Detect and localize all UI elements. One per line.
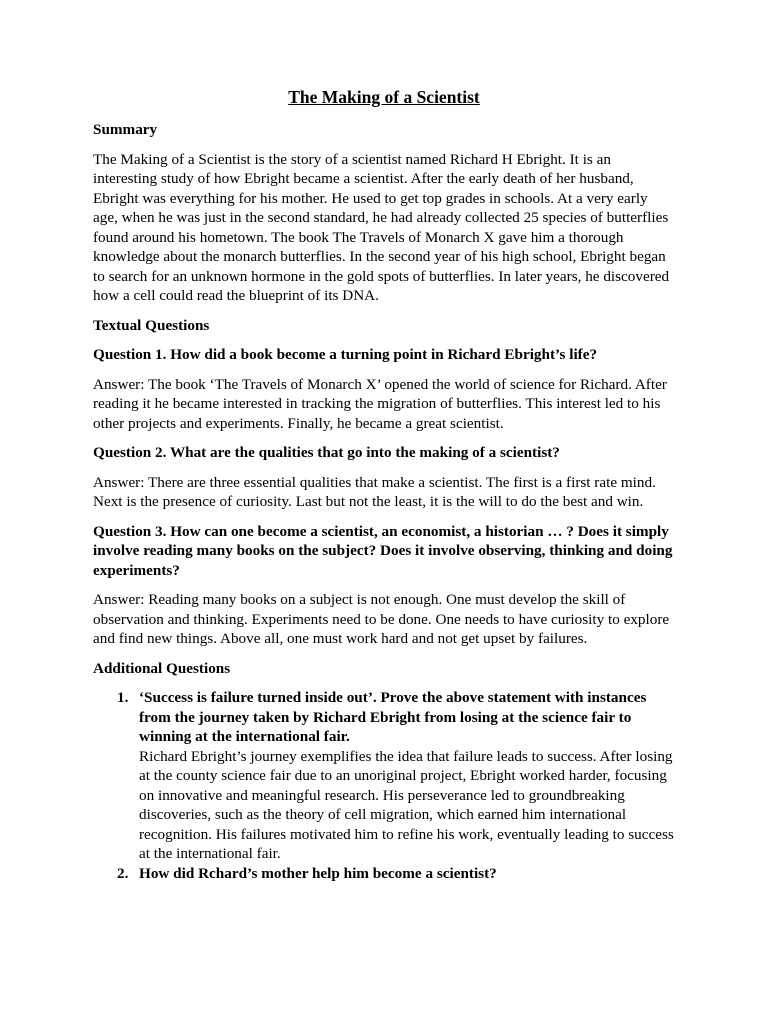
textual-answer-3: Answer: Reading many books on a subject is not enough. One must develop the skill of observation and thinking. Experiments need to be done. One needs to have curiosity to explore and find new things. Above all, one must work hard and not get upset by failures. [93,591,670,647]
textual-questions-heading: Textual Questions [93,316,210,334]
document-title: The Making of a Scientist [288,87,480,107]
additional-answer-1: Richard Ebright’s journey exemplifies the idea that failure leads to success. After losing at the county science fair due to an unoriginal project, Ebright worked harder, focusing on innovative and meaningful research. His perseverance led to groundbreaking discoveries, such as the theory of cell migration, which earned him international recognition. His failures motivated him to refine his work, eventually leading to success at the international fair. [139,747,674,862]
list-item [117,688,675,864]
textual-question-2: Question 2. What are the qualities that go into the making of a scientist? [93,444,560,461]
summary-paragraph: The Making of a Scientist is the story of a scientist named Richard H Ebright. It is an interesting study of how Ebright became a scientist. After the early death of her husband, Ebright was everything for his mother. He used to get top grades in schools. At a very early age, when he was just in the second standard, he had already collected 25 species of butterflies found around his hometown. The book The Travels of Monarch X gave him a thorough knowledge about the monarch butterflies. In the second year of his high school, Ebright began to search for an unknown hormone in the gold spots of butterflies. In later years, he discovered how a cell could read the blueprint of its DNA. [93,150,670,304]
list-item-number: 2. [117,864,129,882]
document-page [93,86,675,883]
additional-questions-list [93,688,675,883]
textual-question-3: Question 3. How can one become a scientist, an economist, a historian … ? Does it simply involve reading many books on the subject? Does it involve observing, thinking and doing experiments? [93,522,673,579]
textual-answer-2: Answer: There are three essential qualities that make a scientist. The first is a first rate mind. Next is the presence of curiosity. Last but not the least, it is the will to do the best and win. [93,473,656,510]
additional-question-2: How did Rchard’s mother help him become a scientist? [139,864,497,882]
textual-question-1: Question 1. How did a book become a turning point in Richard Ebright’s life? [93,346,598,363]
additional-question-1: ‘Success is failure turned inside out’. Prove the above statement with instances from the journey taken by Richard Ebright from losing at the science fair to winning at the international fair. [139,689,647,745]
textual-answer-1: Answer: The book ‘The Travels of Monarch X’ opened the world of science for Richard. After reading it he became interested in tracking the migration of butterflies. This interest led to his other projects and experiments. Finally, he became a great scientist. [93,375,667,432]
list-item [117,864,675,884]
summary-heading: Summary [93,121,158,138]
list-item-number: 1. [117,689,129,706]
additional-questions-heading: Additional Questions [93,659,231,677]
